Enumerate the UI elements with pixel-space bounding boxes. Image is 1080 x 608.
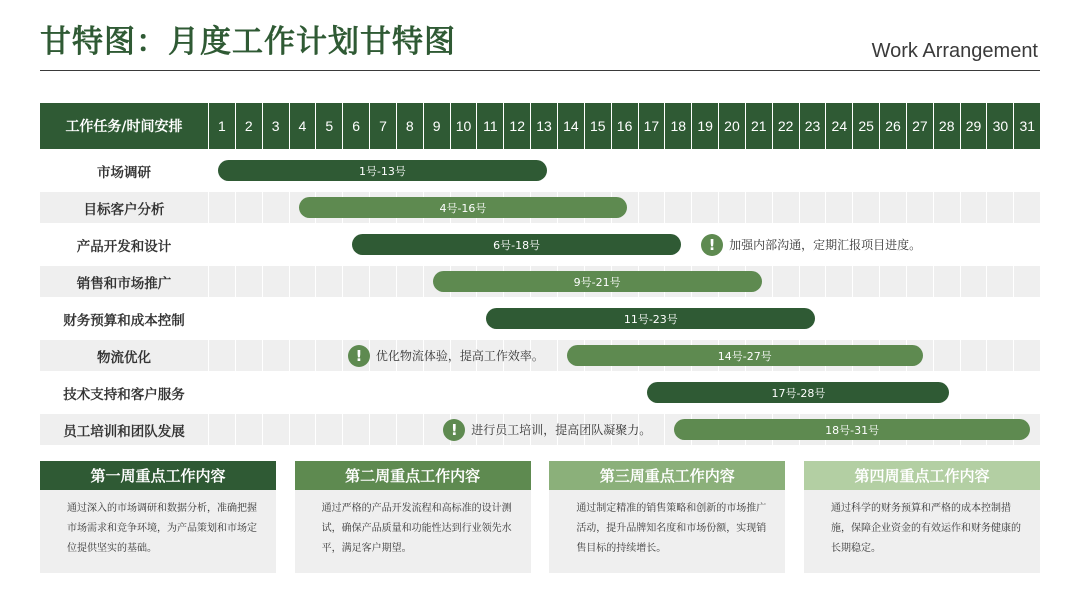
day-cell [960, 266, 987, 297]
task-row [40, 192, 1040, 223]
day-cell [423, 377, 450, 408]
day-cell [342, 414, 369, 445]
day-header-9: 9 [423, 103, 450, 149]
day-cell [208, 414, 235, 445]
task-bar: 18号-31号 [674, 419, 1030, 440]
page-title: 甘特图：月度工作计划甘特图 [40, 24, 456, 60]
task-row [40, 414, 1040, 445]
day-cell [1013, 192, 1040, 223]
day-cell [369, 414, 396, 445]
day-cell [289, 303, 316, 334]
day-cell [906, 192, 933, 223]
task-note [348, 344, 544, 367]
day-header-16: 16 [611, 103, 638, 149]
day-header-14: 14 [557, 103, 584, 149]
day-cell [369, 377, 396, 408]
day-cell [289, 414, 316, 445]
day-cell [396, 414, 423, 445]
day-cell [584, 155, 611, 186]
day-cell [933, 266, 960, 297]
day-header-8: 8 [396, 103, 423, 149]
day-cell [960, 229, 987, 260]
day-cell [235, 229, 262, 260]
day-cell [852, 155, 879, 186]
day-header-20: 20 [718, 103, 745, 149]
day-cell [691, 155, 718, 186]
exclamation-circle-icon: ! [348, 345, 370, 367]
day-cell [235, 340, 262, 371]
day-cell [1013, 155, 1040, 186]
day-header-19: 19 [691, 103, 718, 149]
title-divider [40, 70, 1040, 71]
day-cell [208, 377, 235, 408]
day-header-2: 2 [235, 103, 262, 149]
day-cell [986, 229, 1013, 260]
week-card-2 [295, 461, 531, 573]
day-cell [933, 229, 960, 260]
task-row [40, 303, 1040, 334]
day-header-28: 28 [933, 103, 960, 149]
day-header-21: 21 [745, 103, 772, 149]
day-cell [342, 377, 369, 408]
exclamation-circle-icon: ! [701, 234, 723, 256]
day-cell [557, 155, 584, 186]
day-header-15: 15 [584, 103, 611, 149]
task-name: 销售和市场推广 [40, 266, 208, 297]
task-bar: 17号-28号 [647, 382, 949, 403]
task-name: 产品开发和设计 [76, 238, 172, 255]
day-cell [315, 303, 342, 334]
week-card-3 [549, 461, 785, 573]
day-cell [584, 377, 611, 408]
week-card-title: 第二周重点工作内容 [295, 461, 531, 490]
day-cell [208, 340, 235, 371]
note-text: 优化物流体验，提高工作效率。 [375, 349, 544, 363]
exclamation-circle-icon: ! [443, 419, 465, 441]
day-cell [718, 155, 745, 186]
day-cell [933, 192, 960, 223]
day-cell [235, 303, 262, 334]
day-cell [262, 303, 289, 334]
day-cell [986, 266, 1013, 297]
day-cell [342, 303, 369, 334]
day-cell [879, 155, 906, 186]
day-cell [825, 155, 852, 186]
day-cell [235, 377, 262, 408]
day-cell [960, 192, 987, 223]
gantt-header-row [40, 103, 1040, 149]
day-cell [960, 155, 987, 186]
day-cell [825, 266, 852, 297]
day-cell [315, 266, 342, 297]
day-header-4: 4 [289, 103, 316, 149]
day-cell [960, 377, 987, 408]
day-header-22: 22 [772, 103, 799, 149]
day-cell [476, 377, 503, 408]
day-header-1: 1 [208, 103, 235, 149]
day-cell [262, 192, 289, 223]
note-text: 加强内部沟通，定期汇报项目进度。 [729, 238, 922, 252]
day-cell [852, 266, 879, 297]
day-cell [423, 303, 450, 334]
day-cell [262, 340, 289, 371]
day-cell [208, 266, 235, 297]
task-name: 市场调研 [97, 164, 151, 181]
task-note [701, 233, 921, 256]
day-cell [262, 377, 289, 408]
day-cell [262, 229, 289, 260]
page-subtitle: Work Arrangement [871, 40, 1038, 62]
day-cell [450, 377, 477, 408]
day-cell [933, 155, 960, 186]
day-header-17: 17 [638, 103, 665, 149]
day-cell [315, 414, 342, 445]
task-bar: 14号-27号 [567, 345, 923, 366]
day-cell [879, 192, 906, 223]
gantt-chart [40, 103, 1040, 445]
gantt-header-label: 工作任务/时间安排 [65, 119, 183, 135]
day-cell [799, 266, 826, 297]
task-timeline [208, 414, 1040, 445]
task-bar: 1号-13号 [218, 160, 547, 181]
week-card-title: 第三周重点工作内容 [549, 461, 785, 490]
day-cell [1013, 377, 1040, 408]
task-name: 员工培训和团队发展 [40, 414, 208, 445]
task-row [40, 340, 1040, 371]
day-cell [986, 155, 1013, 186]
task-note [443, 418, 651, 441]
day-header-10: 10 [450, 103, 477, 149]
day-cell [557, 377, 584, 408]
day-cell [208, 303, 235, 334]
week-card-title: 第四周重点工作内容 [804, 461, 1040, 490]
day-header-11: 11 [476, 103, 503, 149]
day-cell [396, 266, 423, 297]
day-cell [906, 303, 933, 334]
week-card-text: 通过严格的产品开发流程和高标准的设计测试，确保产品质量和功能性达到行业领先水平，满足客户期望。 [321, 503, 512, 554]
day-cell [289, 266, 316, 297]
task-timeline [208, 229, 1040, 260]
day-cell [262, 266, 289, 297]
task-bar: 6号-18号 [352, 234, 681, 255]
day-cell [289, 229, 316, 260]
day-cell [369, 303, 396, 334]
day-cell [879, 266, 906, 297]
day-cell [986, 303, 1013, 334]
day-cell [745, 192, 772, 223]
day-header-23: 23 [799, 103, 826, 149]
day-cell [960, 340, 987, 371]
day-header-26: 26 [879, 103, 906, 149]
day-cell [986, 340, 1013, 371]
day-header-5: 5 [315, 103, 342, 149]
day-cell [638, 155, 665, 186]
day-cell [664, 192, 691, 223]
week-card-text: 通过科学的财务预算和严格的成本控制措施，保障企业资金的有效运作和财务健康的长期稳定。 [830, 503, 1021, 554]
day-cell [852, 303, 879, 334]
day-cell [772, 192, 799, 223]
day-cell [1013, 303, 1040, 334]
day-header-6: 6 [342, 103, 369, 149]
task-name: 目标客户分析 [40, 192, 208, 223]
day-cell [986, 377, 1013, 408]
task-timeline [208, 340, 1040, 371]
task-timeline [208, 192, 1040, 223]
day-cell [825, 303, 852, 334]
day-header-29: 29 [960, 103, 987, 149]
day-cell [503, 377, 530, 408]
day-cell [906, 155, 933, 186]
day-cell [369, 266, 396, 297]
task-row [40, 377, 1040, 408]
note-text: 进行员工培训，提高团队凝聚力。 [471, 423, 652, 437]
day-cell [289, 377, 316, 408]
day-header-18: 18 [664, 103, 691, 149]
task-name: 物流优化 [40, 340, 208, 371]
task-row [40, 155, 1040, 186]
day-cell [879, 303, 906, 334]
day-header-3: 3 [262, 103, 289, 149]
task-row [40, 266, 1040, 297]
day-cell [262, 414, 289, 445]
day-header-30: 30 [986, 103, 1013, 149]
day-header-7: 7 [369, 103, 396, 149]
task-timeline [208, 155, 1040, 186]
day-cell [342, 266, 369, 297]
day-cell [825, 192, 852, 223]
day-header-12: 12 [503, 103, 530, 149]
day-cell [450, 303, 477, 334]
week-card-4 [804, 461, 1040, 573]
day-cell [208, 229, 235, 260]
day-cell [315, 377, 342, 408]
task-timeline [208, 303, 1040, 334]
day-cell [664, 155, 691, 186]
day-cell [638, 192, 665, 223]
day-cell [1013, 229, 1040, 260]
task-timeline [208, 377, 1040, 408]
day-cell [235, 266, 262, 297]
day-cell [235, 414, 262, 445]
day-cell [1013, 340, 1040, 371]
day-header-13: 13 [530, 103, 557, 149]
day-cell [611, 377, 638, 408]
weekly-focus-cards [40, 461, 1040, 573]
week-card-text: 通过制定精准的销售策略和创新的市场推广活动，提升品牌知名度和市场份额，实现销售目标的持续增长。 [576, 503, 767, 554]
week-card-1 [40, 461, 276, 573]
day-cell [691, 192, 718, 223]
day-cell [799, 192, 826, 223]
task-bar: 9号-21号 [433, 271, 762, 292]
day-cell [906, 266, 933, 297]
day-header-27: 27 [906, 103, 933, 149]
day-cell [611, 155, 638, 186]
day-header-31: 31 [1013, 103, 1040, 149]
day-cell [315, 340, 342, 371]
day-header-24: 24 [825, 103, 852, 149]
task-bar: 4号-16号 [299, 197, 628, 218]
day-cell [718, 192, 745, 223]
day-cell [1013, 266, 1040, 297]
task-timeline [208, 266, 1040, 297]
task-bar: 11号-23号 [486, 308, 815, 329]
week-card-text: 通过深入的市场调研和数据分析，准确把握市场需求和竞争环境，为产品策划和市场定位提供坚实的基础。 [67, 503, 257, 554]
day-cell [986, 192, 1013, 223]
day-cell [852, 192, 879, 223]
task-row [40, 229, 1040, 260]
day-cell [933, 340, 960, 371]
day-cell [960, 303, 987, 334]
week-card-title: 第一周重点工作内容 [40, 461, 276, 490]
day-cell [208, 192, 235, 223]
day-cell [396, 303, 423, 334]
day-cell [772, 266, 799, 297]
day-cell [799, 155, 826, 186]
day-cell [530, 377, 557, 408]
day-cell [772, 155, 799, 186]
day-cell [933, 303, 960, 334]
day-cell [289, 340, 316, 371]
day-cell [396, 377, 423, 408]
task-name: 技术支持和客户服务 [63, 386, 185, 403]
day-header-25: 25 [852, 103, 879, 149]
day-cell [315, 229, 342, 260]
task-name: 财务预算和成本控制 [63, 312, 185, 329]
day-cell [235, 192, 262, 223]
day-cell [745, 155, 772, 186]
